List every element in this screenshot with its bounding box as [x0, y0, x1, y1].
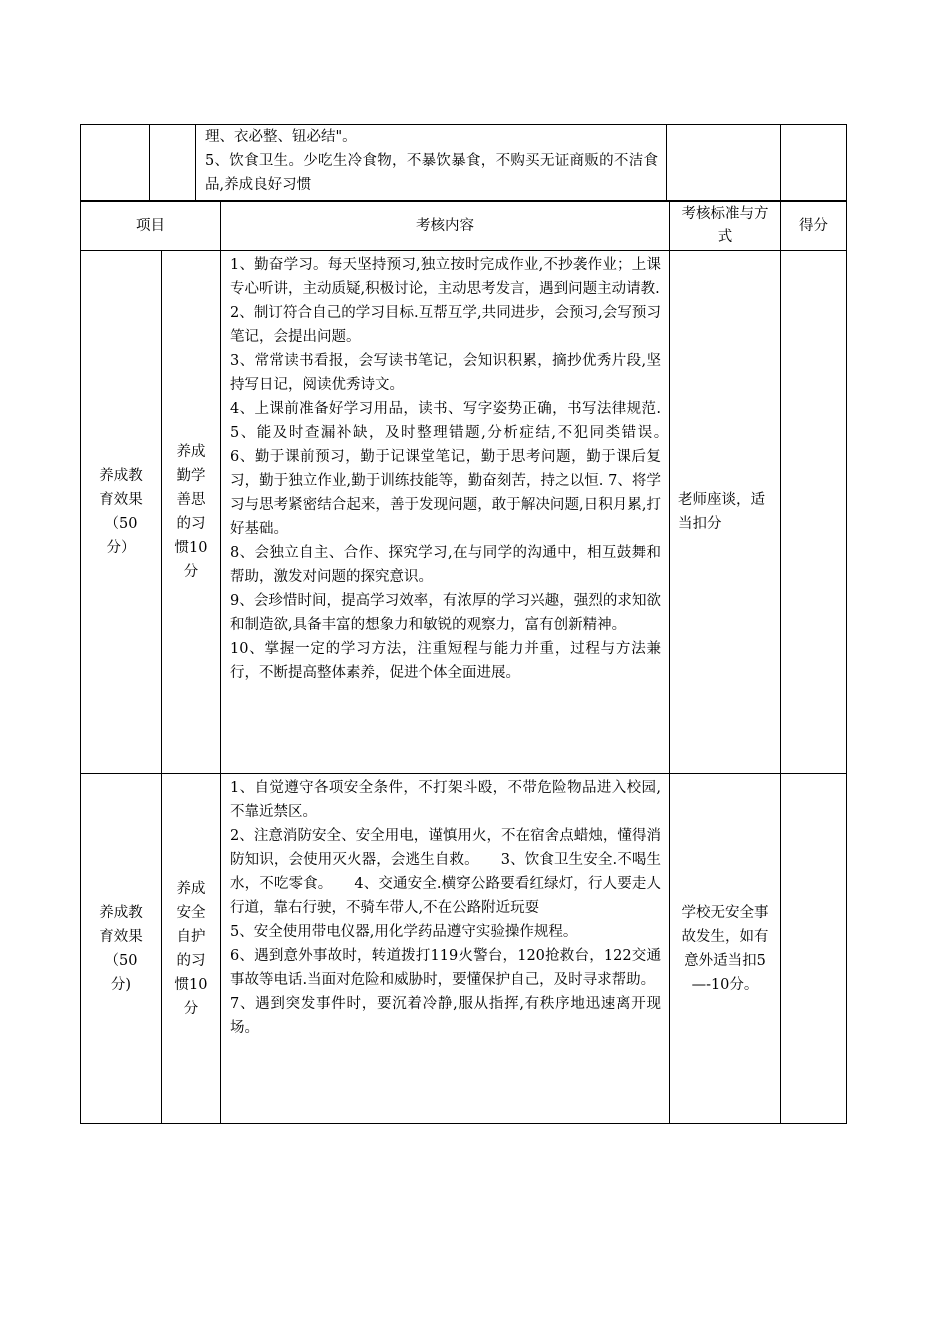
- score-cell: [781, 251, 847, 774]
- category-label: 养成教育效果（50分): [99, 904, 143, 993]
- continuation-line: 5、饮食卫生。少吃生冷食物，不暴饮暴食，不购买无证商贩的不洁食品,养成良好习惯: [205, 153, 658, 193]
- habit-cell: [162, 251, 221, 774]
- continuation-empty-cell: [667, 125, 781, 202]
- header-content: 考核内容: [221, 201, 670, 251]
- header-score: 得分: [781, 201, 847, 251]
- content-paragraph: 10、掌握一定的学习方法，注重短程与能力并重，过程与方法兼行，不断提高整体素养，促进个体全面进展。: [230, 641, 661, 681]
- content-paragraph: 1、自觉遵守各项安全条件，不打架斗殴，不带危险物品进入校园,不靠近禁区。: [230, 780, 661, 820]
- continuation-empty-cell: [781, 125, 847, 202]
- header-standard: 考核标准与方式: [670, 201, 781, 251]
- content-paragraph: 4、上课前准备好学习用品，读书、写字姿势正确，书写法律规范. 5、能及时查漏补缺，及时整理错题,分析症结,不犯同类错误。 6、勤于课前预习，勤于记课堂笔记，勤于思考问题，勤于课后复习，勤于独立作业,勤于训练技能等，勤奋刻苦，持之以恒. 7、将学习与思考紧密结合起来，善于发现问题，敢于解决问题,日积月累,打好基础。: [230, 401, 690, 537]
- category-cell: [81, 774, 162, 1124]
- content-paragraph: 6、遇到意外事故时，转道拨打119火警台，120抢救台，122交通事故等电话.当面对危险和威胁时，要懂保护自己，及时寻求帮助。: [230, 948, 661, 988]
- content-paragraph: 2、注意消防安全、安全用电，谨慎用火，不在宿舍点蜡烛，懂得消防知识，会使用灭火器，会逃生自救。 3、饮食卫生安全.不喝生水，不吃零食。 4、交通安全.横穿公路要看红绿灯，行人要走人行道，靠右行驶，不骑车带人,不在公路附近玩耍: [230, 828, 661, 916]
- header-item: 项目: [81, 201, 221, 251]
- score-cell: [781, 774, 847, 1124]
- content-paragraph: 5、安全使用带电仪器,用化学药品遵守实验操作规程。: [230, 924, 578, 940]
- continuation-line: 理、衣必整、钮必结"。: [205, 129, 357, 145]
- continuation-empty-cell: [81, 125, 150, 202]
- standard-text: 老师座谈，适当扣分: [678, 492, 765, 532]
- content-paragraph: 1、勤奋学习。每天坚持预习,独立按时完成作业,不抄袭作业；上课专心听讲，主动质疑,积极讨论，主动思考发言，遇到问题主动请教.: [230, 257, 661, 297]
- header-row: [81, 201, 847, 251]
- category-cell: [81, 251, 162, 774]
- table-row: [81, 774, 847, 1124]
- continuation-content-cell: [196, 125, 667, 202]
- assessment-table: [80, 200, 847, 1124]
- content-cell: [221, 251, 690, 774]
- content-paragraph: 7、遇到突发事件时，要沉着冷静,服从指挥,有秩序地迅速离开现场。: [230, 996, 661, 1036]
- content-paragraph: 9、会珍惜时间，提高学习效率，有浓厚的学习兴趣，强烈的求知欲和制造欲,具备丰富的想象力和敏锐的观察力，富有创新精神。: [230, 593, 661, 633]
- content-cell: [221, 774, 670, 1124]
- standard-cell: [670, 251, 781, 774]
- habit-label: 养成勤学善思的习惯10分: [174, 444, 208, 580]
- habit-cell: [162, 774, 221, 1124]
- content-paragraph: 2、制订符合自己的学习目标.互帮互学,共同进步，会预习,会写预习笔记，会提出问题。: [230, 305, 661, 345]
- content-paragraph: 8、会独立自主、合作、探究学习,在与同学的沟通中，相互鼓舞和帮助，激发对问题的探究意识。: [230, 545, 661, 585]
- continuation-empty-cell: [150, 125, 196, 202]
- standard-text: 学校无安全事故发生，如有意外适当扣5—-10分。: [681, 904, 769, 993]
- table-row: [81, 251, 847, 774]
- content-paragraph: 3、常常读书看报，会写读书笔记，会知识积累，摘抄优秀片段,坚持写日记，阅读优秀诗文。: [230, 353, 661, 393]
- habit-label: 养成安全自护的习惯10分: [174, 880, 208, 1017]
- standard-cell: [670, 774, 781, 1124]
- continuation-table: [80, 124, 847, 202]
- category-label: 养成教育效果（50分）: [99, 468, 143, 556]
